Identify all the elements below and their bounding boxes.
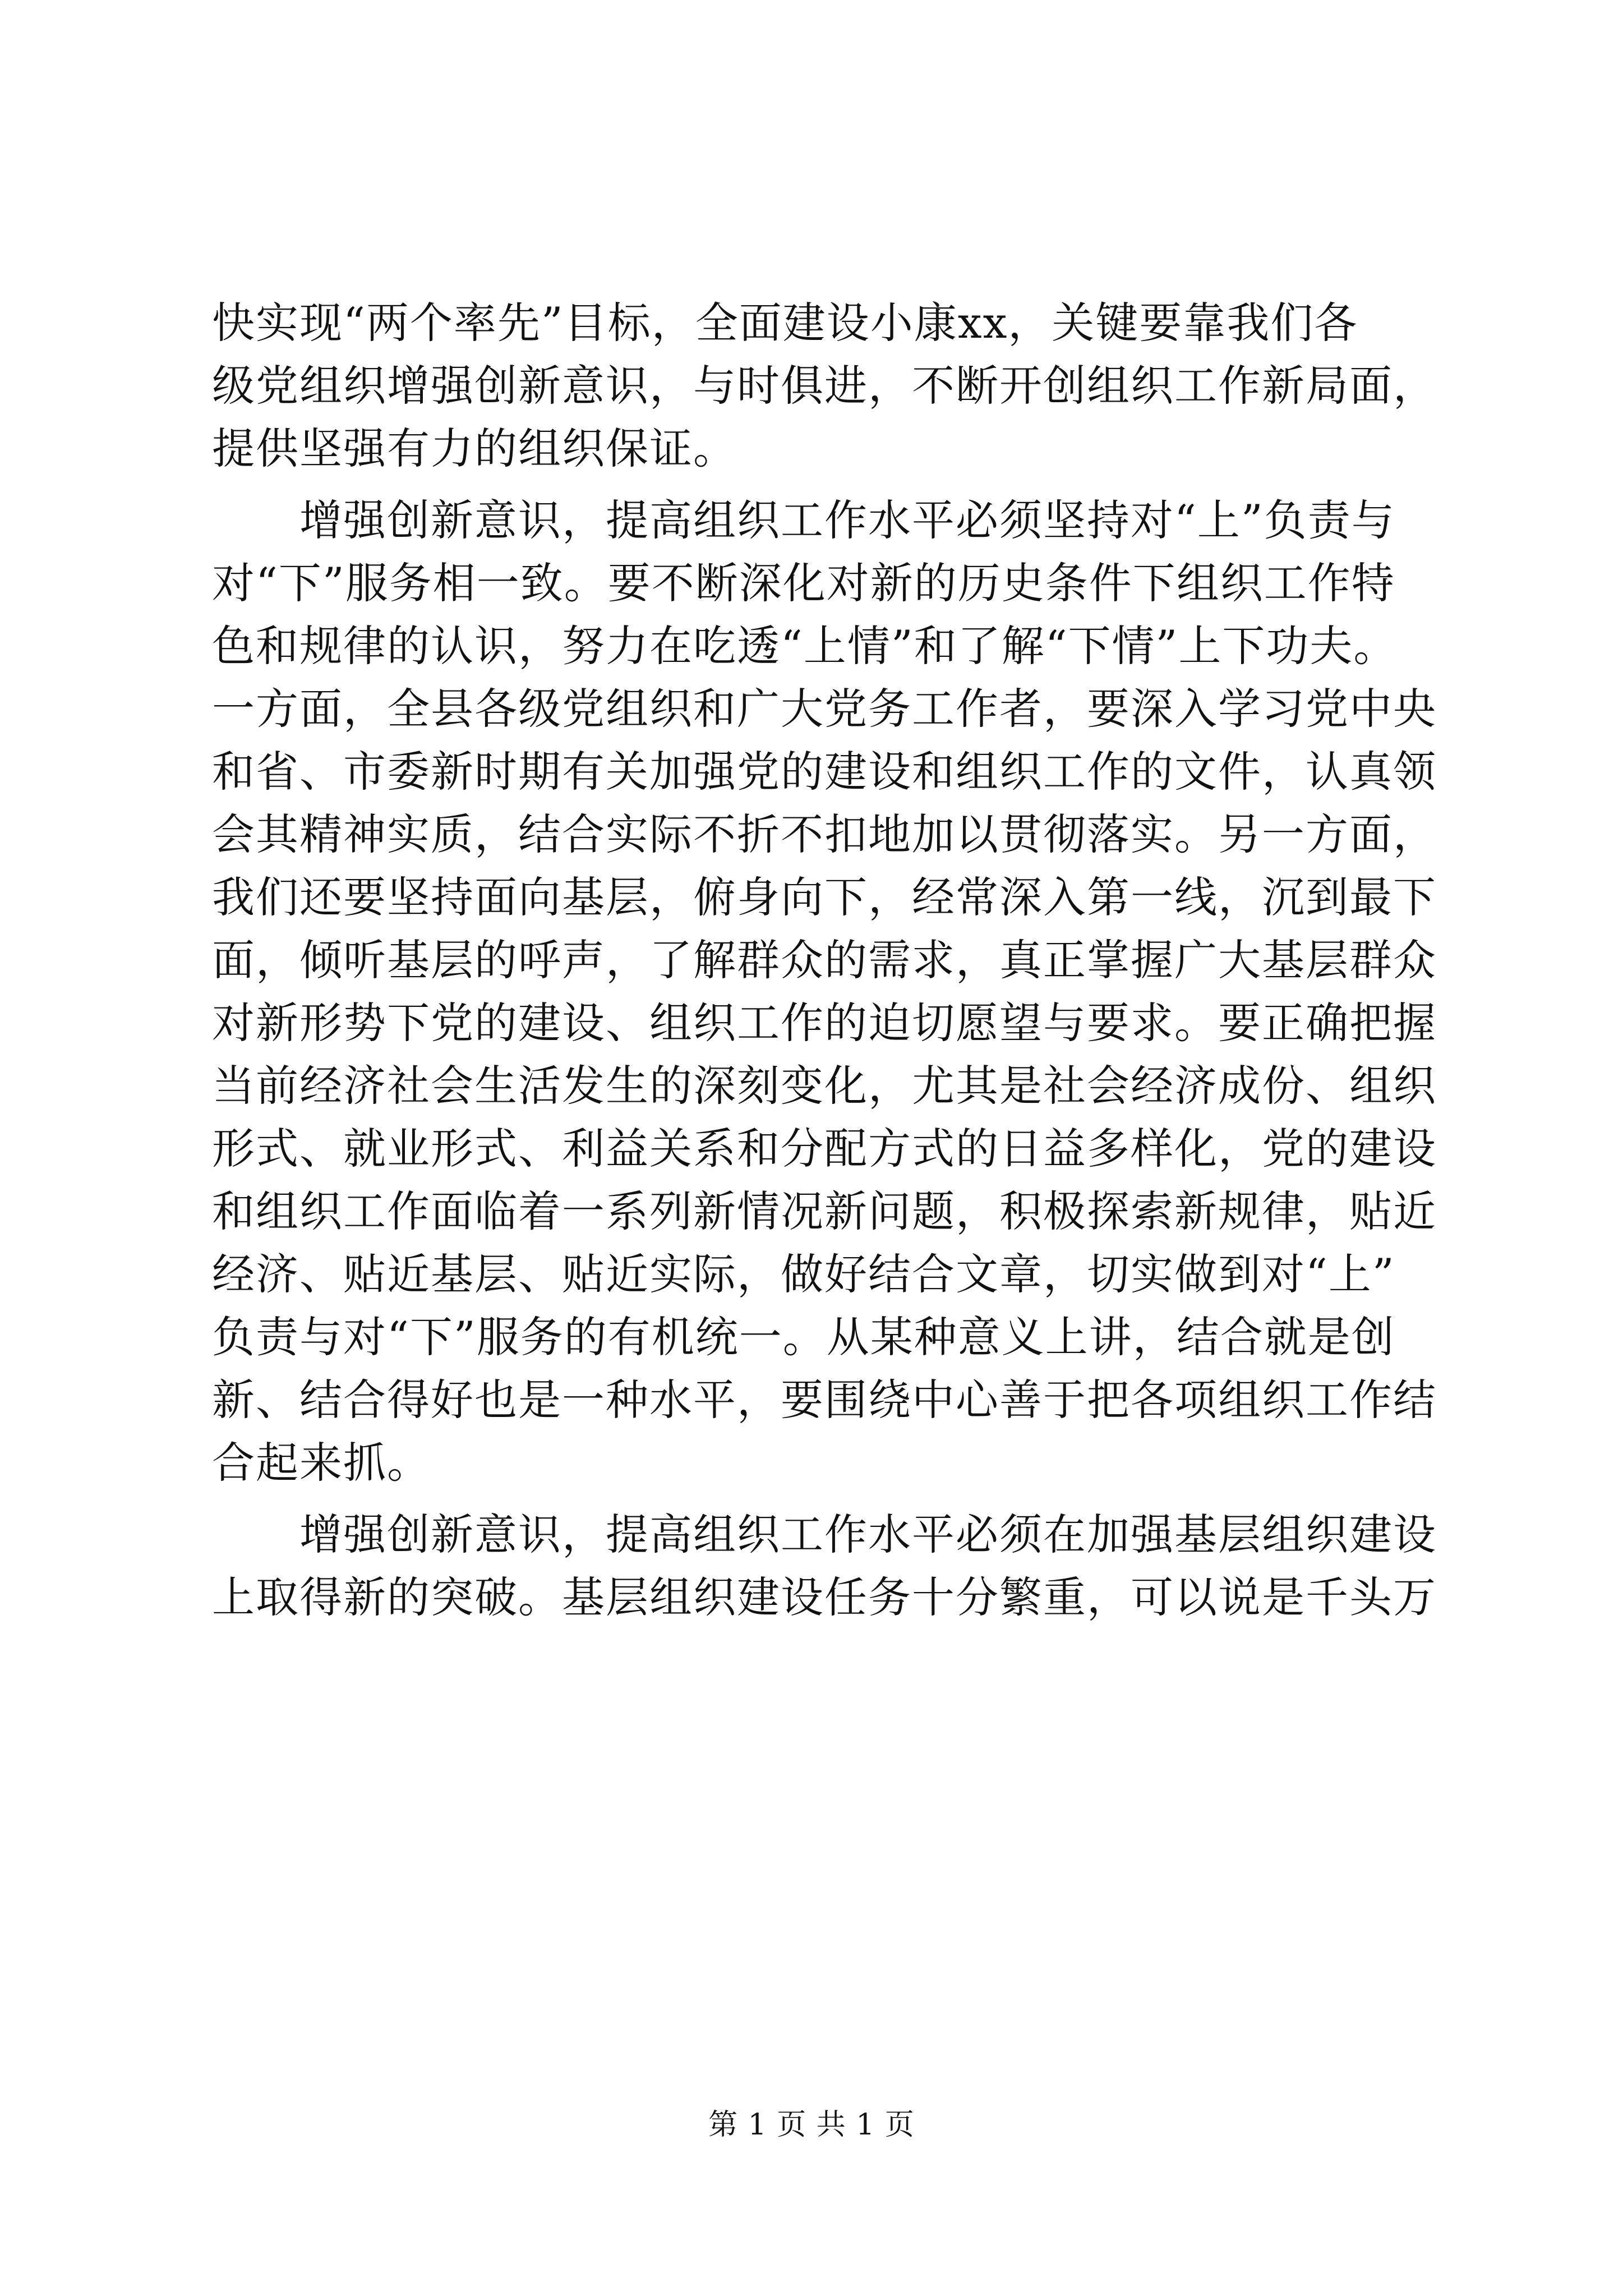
text-line: 和省、市委新时期有关加强党的建设和组织工作的文件，认真领	[212, 747, 1437, 797]
text-line: 合起来抓。	[212, 1438, 431, 1488]
text-line: 负责与对“下”服务的有机统一。从某种意义上讲，结合就是创	[212, 1312, 1395, 1362]
page-number-footer: 第 1 页 共 1 页	[708, 2108, 915, 2142]
text-line: 我们还要坚持面向基层，俯身向下，经常深入第一线，沉到最下	[212, 872, 1437, 922]
text-line: 当前经济社会生活发生的深刻变化，尤其是社会经济成份、组织	[212, 1061, 1437, 1111]
text-line: 形式、就业形式、利益关系和分配方式的日益多样化，党的建设	[212, 1124, 1437, 1174]
text-line: 上取得新的突破。基层组织建设任务十分繁重，可以说是千头万	[212, 1572, 1437, 1622]
text-line: 级党组织增强创新意识，与时俱进，不断开创组织工作新局面，	[212, 361, 1437, 411]
text-line: 增强创新意识，提高组织工作水平必须坚持对“上”负责与	[212, 495, 1395, 545]
paragraph	[212, 1503, 1437, 1629]
text-line: 面，倾听基层的呼声，了解群众的需求，真正掌握广大基层群众	[212, 935, 1437, 985]
paragraph	[212, 489, 1437, 1494]
text-line: 会其精神实质，结合实际不折不扣地加以贯彻落实。另一方面，	[212, 809, 1437, 859]
text-line: 对新形势下党的建设、组织工作的迫切愿望与要求。要正确把握	[212, 998, 1437, 1048]
text-line: 经济、贴近基层、贴近实际，做好结合文章，切实做到对“上”	[212, 1249, 1395, 1299]
text-line: 对“下”服务相一致。要不断深化对新的历史条件下组织工作特	[212, 558, 1395, 608]
text-line: 增强创新意识，提高组织工作水平必须在加强基层组织建设	[212, 1510, 1437, 1559]
text-line: 色和规律的认识，努力在吃透“上情”和了解“下情”上下功夫。	[212, 621, 1398, 671]
text-line: 一方面，全县各级党组织和广大党务工作者，要深入学习党中央	[212, 684, 1437, 734]
text-line: 和组织工作面临着一系列新情况新问题，积极探索新规律，贴近	[212, 1186, 1437, 1236]
text-line: 新、结合得好也是一种水平，要围绕中心善于把各项组织工作结	[212, 1375, 1437, 1425]
body-text	[212, 292, 1437, 1629]
text-line: 提供坚强有力的组织保证。	[212, 424, 737, 473]
text-line: 快实现“两个率先”目标，全面建设小康xx，关键要靠我们各	[212, 298, 1358, 348]
paragraph	[212, 292, 1437, 480]
